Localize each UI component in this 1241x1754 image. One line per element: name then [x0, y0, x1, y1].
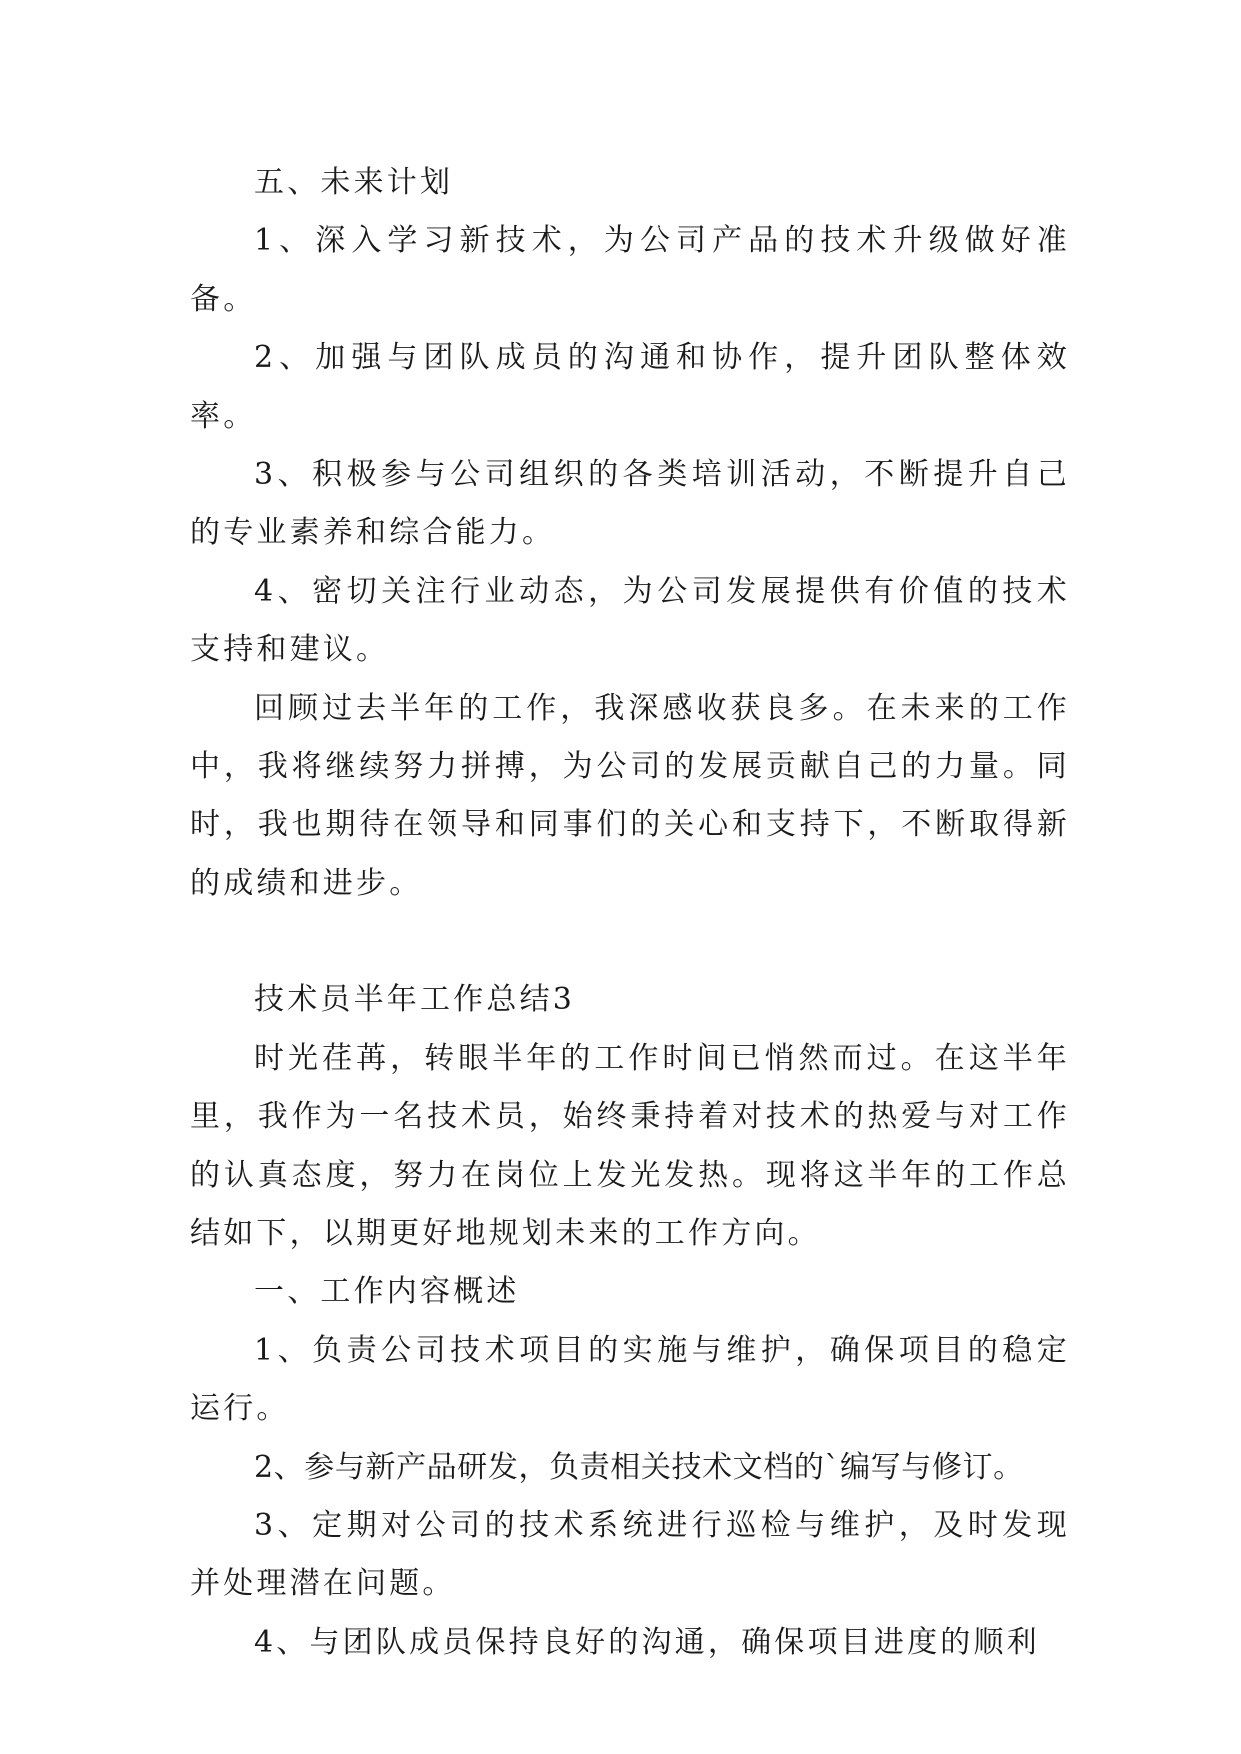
summary-title: 技术员半年工作总结3 — [254, 982, 576, 1018]
work-item-1: 1、负责公司技术项目的实施与维护，确保项目的稳定运行。 — [190, 1332, 1070, 1427]
section-heading-work-overview: 一、工作内容概述 — [254, 1274, 520, 1310]
document-body — [190, 154, 1070, 1672]
work-item-4: 4、与团队成员保持良好的沟通，确保项目进度的顺利 — [254, 1624, 1040, 1660]
work-item-3: 3、定期对公司的技术系统进行巡检与维护，及时发现并处理潜在问题。 — [190, 1507, 1070, 1602]
section-spacer — [190, 913, 1070, 971]
closing-paragraph: 回顾过去半年的工作，我深感收获良多。在未来的工作中，我将继续努力拼搏，为公司的发展贡献自己的力量。同时，我也期待在领导和同事们的关心和支持下，不断取得新的成绩和进步。 — [190, 690, 1070, 901]
plan-item-4: 4、密切关注行业动态，为公司发展提供有价值的技术支持和建议。 — [190, 573, 1070, 668]
plan-item-2: 2、加强与团队成员的沟通和协作，提升团队整体效率。 — [190, 340, 1070, 434]
work-item-2: 2、参与新产品研发，负责相关技术文档的`编写与修订。 — [254, 1449, 1024, 1485]
plan-item-3: 3、积极参与公司组织的各类培训活动，不断提升自己的专业素养和综合能力。 — [190, 457, 1070, 551]
section-heading-future-plan: 五、未来计划 — [254, 165, 454, 200]
plan-item-1: 1、深入学习新技术，为公司产品的技术升级做好准备。 — [190, 223, 1070, 317]
summary-intro-paragraph: 时光荏苒，转眼半年的工作时间已悄然而过。在这半年里，我作为一名技术员，始终秉持着对技术的热爱与对工作的认真态度，努力在岗位上发光发热。现将这半年的工作总结如下，以期更好地规划未来的工作方向。 — [190, 1040, 1070, 1251]
